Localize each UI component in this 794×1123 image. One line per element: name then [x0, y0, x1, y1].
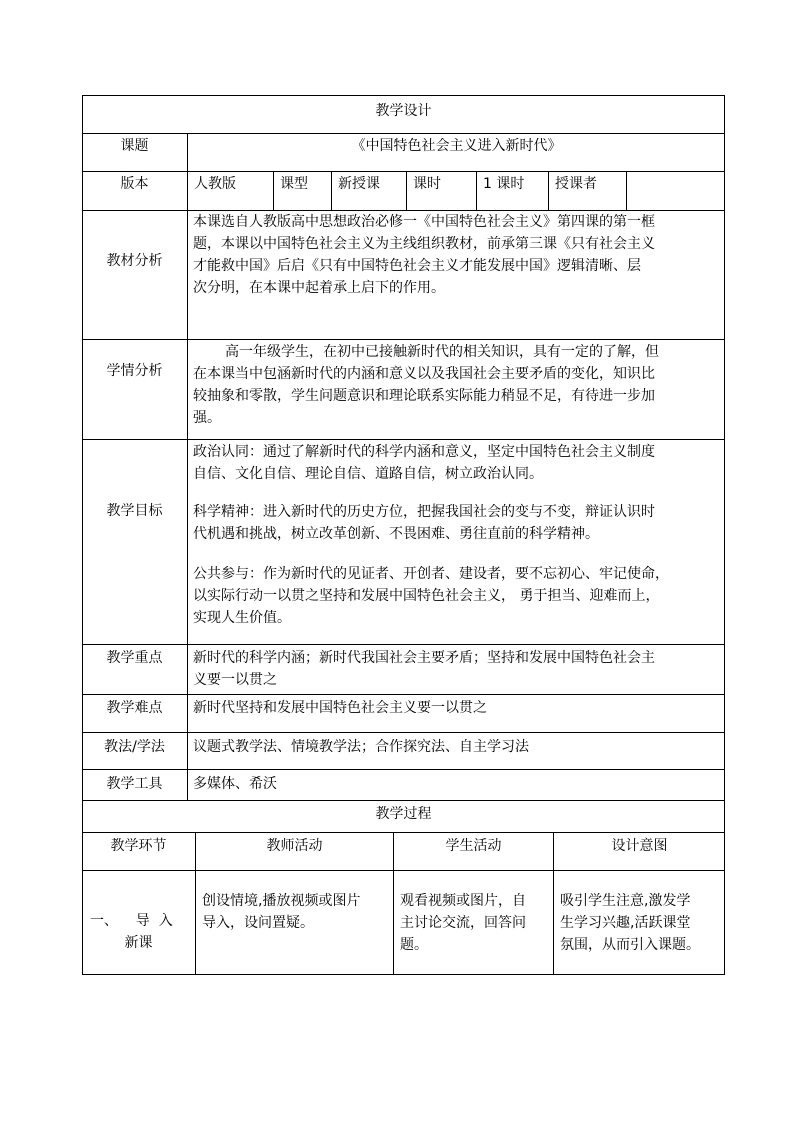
students-line: 在本课当中包涵新时代的内涵和意义以及我国社会主要矛盾的变化，知识比 [193, 366, 655, 382]
column-divider [476, 171, 477, 210]
goal-science-line: 科学精神：进入新时代的历史方位，把握我国社会的变与不变，辩证认识时 [193, 504, 655, 520]
goal-public-line: 实现人生价值。 [193, 610, 291, 626]
row-divider [82, 870, 725, 871]
hours-value: 1 课时 [483, 176, 525, 192]
process-header-intent: 设计意图 [611, 838, 668, 854]
row-divider [82, 133, 725, 134]
row-divider [82, 832, 725, 833]
row-divider [82, 800, 725, 801]
row-divider [82, 644, 725, 645]
student-activity-line: 题。 [400, 937, 428, 953]
key-line: 新时代的科学内涵；新时代我国社会主要矛盾；坚持和发展中国特色社会主 [193, 650, 655, 666]
column-divider [273, 171, 274, 210]
version-label: 版本 [120, 176, 149, 192]
row-divider [82, 439, 725, 440]
students-line: 强。 [193, 410, 221, 426]
goal-political-line: 自信、文化自信、理论自信、道路自信，树立政治认同。 [193, 466, 543, 482]
row-divider [82, 339, 725, 340]
students-line: 高一年级学生，在初中已接触新时代的相关知识，具有一定的了解，但 [225, 344, 659, 360]
teacher-activity-line: 导入，设问置疑。 [202, 915, 314, 931]
process-title: 教学过程 [375, 806, 432, 822]
goals-label: 教学目标 [106, 503, 163, 519]
type-value: 新授课 [338, 176, 380, 192]
students-line: 较抽象和零散，学生问题意识和理论联系实际能力稍显不足，有待进一步加 [193, 388, 655, 404]
textbook-label: 教材分析 [106, 253, 163, 269]
stage-line: 新课 [124, 935, 153, 951]
column-divider [626, 171, 627, 210]
column-divider [548, 171, 549, 210]
goal-science-line: 代机遇和挑战，树立改革创新、不畏困难、勇往直前的科学精神。 [193, 526, 599, 542]
version-value: 人教版 [194, 176, 236, 192]
key-line: 义要一以贯之 [193, 672, 277, 688]
tools-value: 多媒体、希沃 [193, 776, 277, 792]
student-activity-line: 主讨论交流，回答问 [400, 915, 526, 931]
row-divider [82, 732, 725, 733]
process-header-stage: 教学环节 [110, 838, 167, 854]
students-label: 学情分析 [106, 363, 163, 379]
type-label: 课型 [280, 176, 308, 192]
column-divider [406, 171, 407, 210]
topic-value: 《中国特色社会主义进入新时代》 [351, 138, 562, 154]
label-column-divider [187, 133, 188, 800]
textbook-line: 题，本课以中国特色社会主义为主线组织教材，前承第三课《只有社会主义 [193, 236, 655, 252]
hours-label: 课时 [413, 176, 441, 192]
topic-label: 课题 [120, 138, 149, 154]
textbook-line: 次分明，在本课中起着承上启下的作用。 [193, 280, 445, 296]
textbook-line: 才能救中国》后启《只有中国特色社会主义才能发展中国》逻辑清晰、层 [193, 258, 641, 274]
methods-value: 议题式教学法、情境教学法；合作探究法、自主学习法 [193, 739, 529, 755]
teacher-label: 授课者 [555, 176, 597, 192]
goal-political-line: 政治认同：通过了解新时代的科学内涵和意义，坚定中国特色社会主义制度 [193, 444, 655, 460]
stage-line: 一、 导 入 [90, 913, 173, 929]
difficult-value: 新时代坚持和发展中国特色社会主义要一以贯之 [193, 700, 487, 716]
intent-line: 生学习兴趣,活跃课堂 [560, 915, 691, 931]
row-divider [82, 769, 725, 770]
process-header-teacher: 教师活动 [266, 838, 323, 854]
process-header-student: 学生活动 [445, 838, 502, 854]
table-title: 教学设计 [375, 103, 432, 119]
methods-label: 教法/学法 [104, 739, 165, 755]
goal-public-line: 公共参与：作为新时代的见证者、开创者、建设者，要不忘初心、牢记使命， [193, 566, 669, 582]
goal-public-line: 以实际行动一以贯之坚持和发展中国特色社会主义， 勇于担当、迎难而上， [193, 588, 660, 604]
row-divider [82, 171, 725, 172]
student-activity-line: 观看视频或图片，自 [400, 893, 526, 909]
teacher-activity-line: 创设情境,播放视频或图片 [202, 893, 361, 909]
textbook-line: 本课选自人教版高中思想政治必修一《中国特色社会主义》第四课的第一框 [193, 214, 655, 230]
key-label: 教学重点 [106, 650, 163, 666]
row-divider [82, 694, 725, 695]
column-divider [331, 171, 332, 210]
difficult-label: 教学难点 [106, 700, 163, 716]
tools-label: 教学工具 [106, 776, 163, 792]
intent-line: 氛围，从而引入课题。 [560, 937, 700, 953]
intent-line: 吸引学生注意,激发学 [560, 893, 691, 909]
